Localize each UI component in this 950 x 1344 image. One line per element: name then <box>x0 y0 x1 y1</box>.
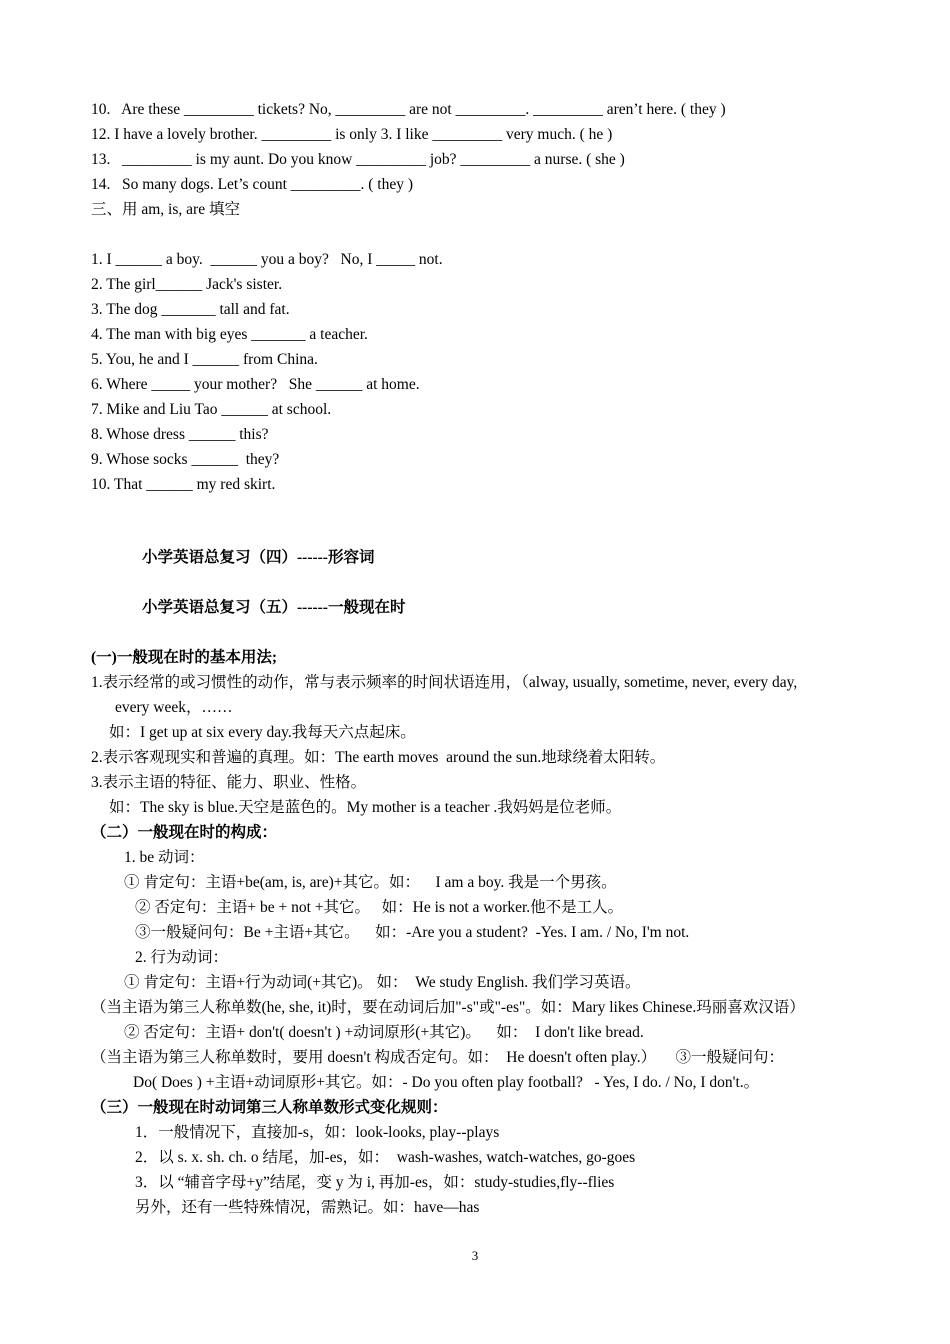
exercise-line: 14. So many dogs. Let’s count _________. ( they ) <box>91 176 414 193</box>
part2-line: Do( Does ) +主语+动词原形+其它。如：- Do you often play football? - Yes, I do. / No, I don't.。 <box>133 1074 760 1091</box>
part1-line: 如：The sky is blue.天空是蓝色的。My mother is a teacher .我妈妈是位老师。 <box>109 799 622 816</box>
part3-line: 1．一般情况下，直接加-s，如：look-looks, play--plays <box>135 1124 500 1141</box>
part1-line: 2.表示客观现实和普遍的真理。如：The earth moves around the sun.地球绕着太阳转。 <box>91 749 666 766</box>
part3-title: （三）一般现在时动词第三人称单数形式变化规则： <box>91 1099 448 1116</box>
section3-item: 9. Whose socks ______ they? <box>91 451 280 468</box>
part2-line: ① 肯定句：主语+行为动词(+其它)。 如： We study English. 我们学习英语。 <box>124 974 641 991</box>
section3-item: 3. The dog _______ tall and fat. <box>91 301 290 318</box>
section3-item: 7. Mike and Liu Tao ______ at school. <box>91 401 332 418</box>
part2-line: （当主语为第三人称单数(he, she, it)时，要在动词后加"-s"或"-es"。如：Mary likes Chinese.玛丽喜欢汉语） <box>91 999 805 1016</box>
section3-title: 三、用 am, is, are 填空 <box>91 201 240 218</box>
section3-item: 8. Whose dress ______ this? <box>91 426 269 443</box>
part1-line: every week，…… <box>115 699 233 716</box>
page-number: 3 <box>471 1248 479 1263</box>
part2-line: （当主语为第三人称单数时，要用 doesn't 构成否定句。如： He doesn't often play.） ③一般疑问句： <box>91 1049 784 1066</box>
section3-item: 5. You, he and I ______ from China. <box>91 351 318 368</box>
part1-line: 3.表示主语的特征、能力、职业、性格。 <box>91 774 367 791</box>
exercise-line: 13. _________ is my aunt. Do you know _________ job? _________ a nurse. ( she ) <box>91 151 625 168</box>
part1-line: 如：I get up at six every day.我每天六点起床。 <box>109 724 416 741</box>
part2-line: ① 肯定句：主语+be(am, is, are)+其它。如： I am a boy. 我是一个男孩。 <box>124 874 617 891</box>
part2-line: ② 否定句：主语+ be + not +其它。 如：He is not a worker.他不是工人。 <box>135 899 624 916</box>
part2-line: 2. 行为动词： <box>135 949 229 966</box>
section3-item: 2. The girl______ Jack's sister. <box>91 276 283 293</box>
part2-title: （二）一般现在时的构成： <box>91 824 278 841</box>
part2-line: 1. be 动词： <box>124 849 205 866</box>
part1-title: (一)一般现在时的基本用法; <box>91 649 277 666</box>
part1-line: 1.表示经常的或习惯性的动作，常与表示频率的时间状语连用，（alway, usually, sometime, never, every day, <box>91 674 798 691</box>
section3-item: 1. I ______ a boy. ______ you a boy? No, I _____ not. <box>91 251 443 268</box>
exercise-line: 10. Are these _________ tickets? No, _________ are not _________. _________ aren’t here. ( they ) <box>91 101 726 118</box>
review4-heading: 小学英语总复习（四）------形容词 <box>142 549 375 566</box>
part3-line: 2．以 s. x. sh. ch. o 结尾，加-es，如： wash-washes, watch-watches, go-goes <box>135 1149 636 1166</box>
review5-heading: 小学英语总复习（五）------一般现在时 <box>142 599 406 616</box>
section3-item: 6. Where _____ your mother? She ______ at home. <box>91 376 420 393</box>
part2-line: ② 否定句：主语+ don't( doesn't ) +动词原形(+其它)。 如： I don't like bread. <box>124 1024 644 1041</box>
part3-line: 另外，还有一些特殊情况，需熟记。如：have—has <box>135 1199 480 1216</box>
section3-item: 4. The man with big eyes _______ a teacher. <box>91 326 368 343</box>
part2-line: ③一般疑问句：Be +主语+其它。 如：-Are you a student? -Yes. I am. / No, I'm not. <box>135 924 690 941</box>
part3-line: 3．以 “辅音字母+y”结尾，变 y 为 i, 再加-es，如：study-studies,fly--flies <box>135 1174 615 1191</box>
section3-item: 10. That ______ my red skirt. <box>91 476 276 493</box>
exercise-line: 12. I have a lovely brother. _________ is only 3. I like _________ very much. ( he ) <box>91 126 613 143</box>
